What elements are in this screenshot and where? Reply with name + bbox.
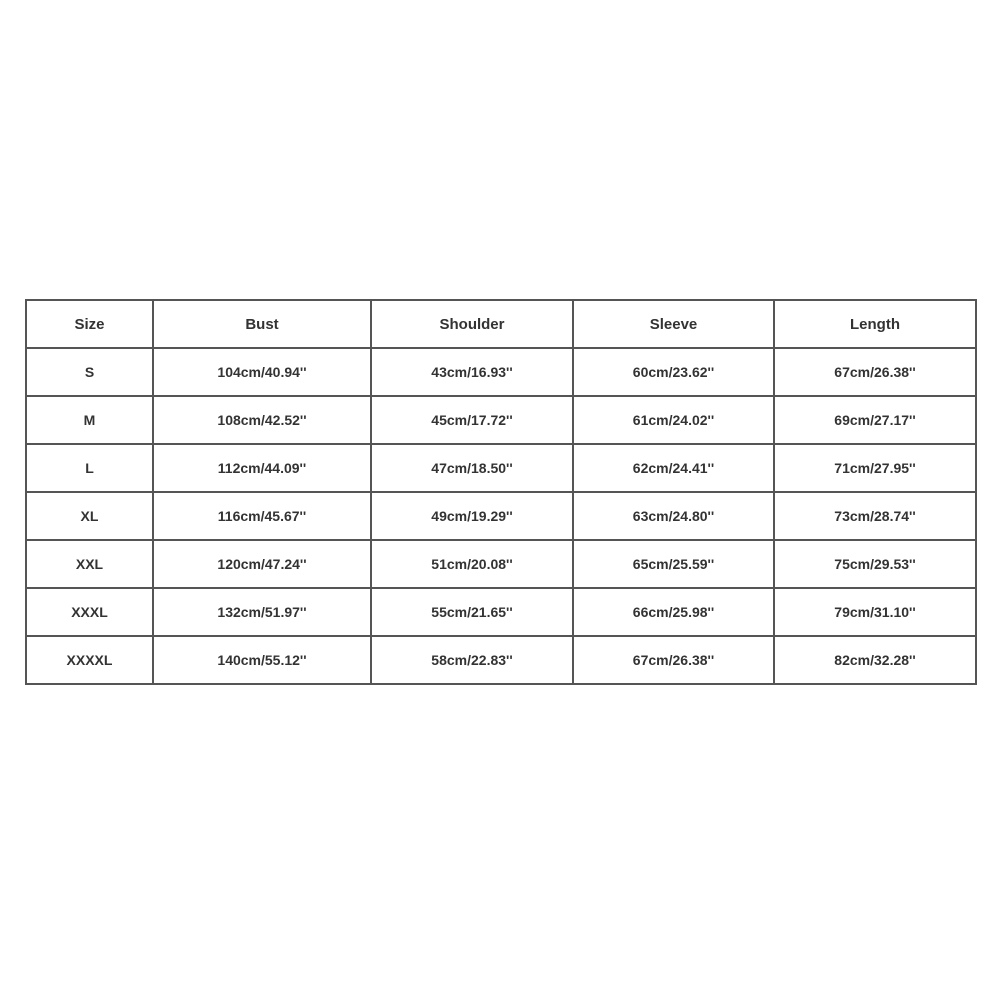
table-row [26, 492, 976, 540]
cell-sleeve: 66cm/25.98'' [573, 588, 774, 636]
cell-length: 73cm/28.74'' [774, 492, 976, 540]
cell-length: 75cm/29.53'' [774, 540, 976, 588]
cell-shoulder: 43cm/16.93'' [371, 348, 573, 396]
cell-sleeve: 61cm/24.02'' [573, 396, 774, 444]
cell-shoulder: 45cm/17.72'' [371, 396, 573, 444]
cell-bust: 112cm/44.09'' [153, 444, 371, 492]
cell-sleeve: 67cm/26.38'' [573, 636, 774, 684]
cell-size: L [26, 444, 153, 492]
cell-size: XXL [26, 540, 153, 588]
cell-bust: 120cm/47.24'' [153, 540, 371, 588]
header-size: Size [26, 300, 153, 348]
cell-shoulder: 55cm/21.65'' [371, 588, 573, 636]
cell-size: XXXXL [26, 636, 153, 684]
cell-shoulder: 51cm/20.08'' [371, 540, 573, 588]
table-row [26, 636, 976, 684]
cell-shoulder: 49cm/19.29'' [371, 492, 573, 540]
cell-length: 67cm/26.38'' [774, 348, 976, 396]
header-sleeve: Sleeve [573, 300, 774, 348]
cell-sleeve: 60cm/23.62'' [573, 348, 774, 396]
header-length: Length [774, 300, 976, 348]
cell-bust: 140cm/55.12'' [153, 636, 371, 684]
cell-shoulder: 47cm/18.50'' [371, 444, 573, 492]
cell-bust: 108cm/42.52'' [153, 396, 371, 444]
cell-size: XXXL [26, 588, 153, 636]
cell-size: M [26, 396, 153, 444]
cell-sleeve: 65cm/25.59'' [573, 540, 774, 588]
cell-size: S [26, 348, 153, 396]
header-shoulder: Shoulder [371, 300, 573, 348]
cell-length: 71cm/27.95'' [774, 444, 976, 492]
size-chart-table [25, 299, 977, 685]
cell-sleeve: 62cm/24.41'' [573, 444, 774, 492]
cell-length: 69cm/27.17'' [774, 396, 976, 444]
cell-bust: 132cm/51.97'' [153, 588, 371, 636]
cell-shoulder: 58cm/22.83'' [371, 636, 573, 684]
table-row [26, 348, 976, 396]
header-bust: Bust [153, 300, 371, 348]
cell-bust: 116cm/45.67'' [153, 492, 371, 540]
cell-length: 79cm/31.10'' [774, 588, 976, 636]
cell-bust: 104cm/40.94'' [153, 348, 371, 396]
cell-length: 82cm/32.28'' [774, 636, 976, 684]
cell-sleeve: 63cm/24.80'' [573, 492, 774, 540]
table-row [26, 396, 976, 444]
table-row [26, 588, 976, 636]
table-row [26, 540, 976, 588]
table-row [26, 444, 976, 492]
header-row [26, 300, 976, 348]
cell-size: XL [26, 492, 153, 540]
